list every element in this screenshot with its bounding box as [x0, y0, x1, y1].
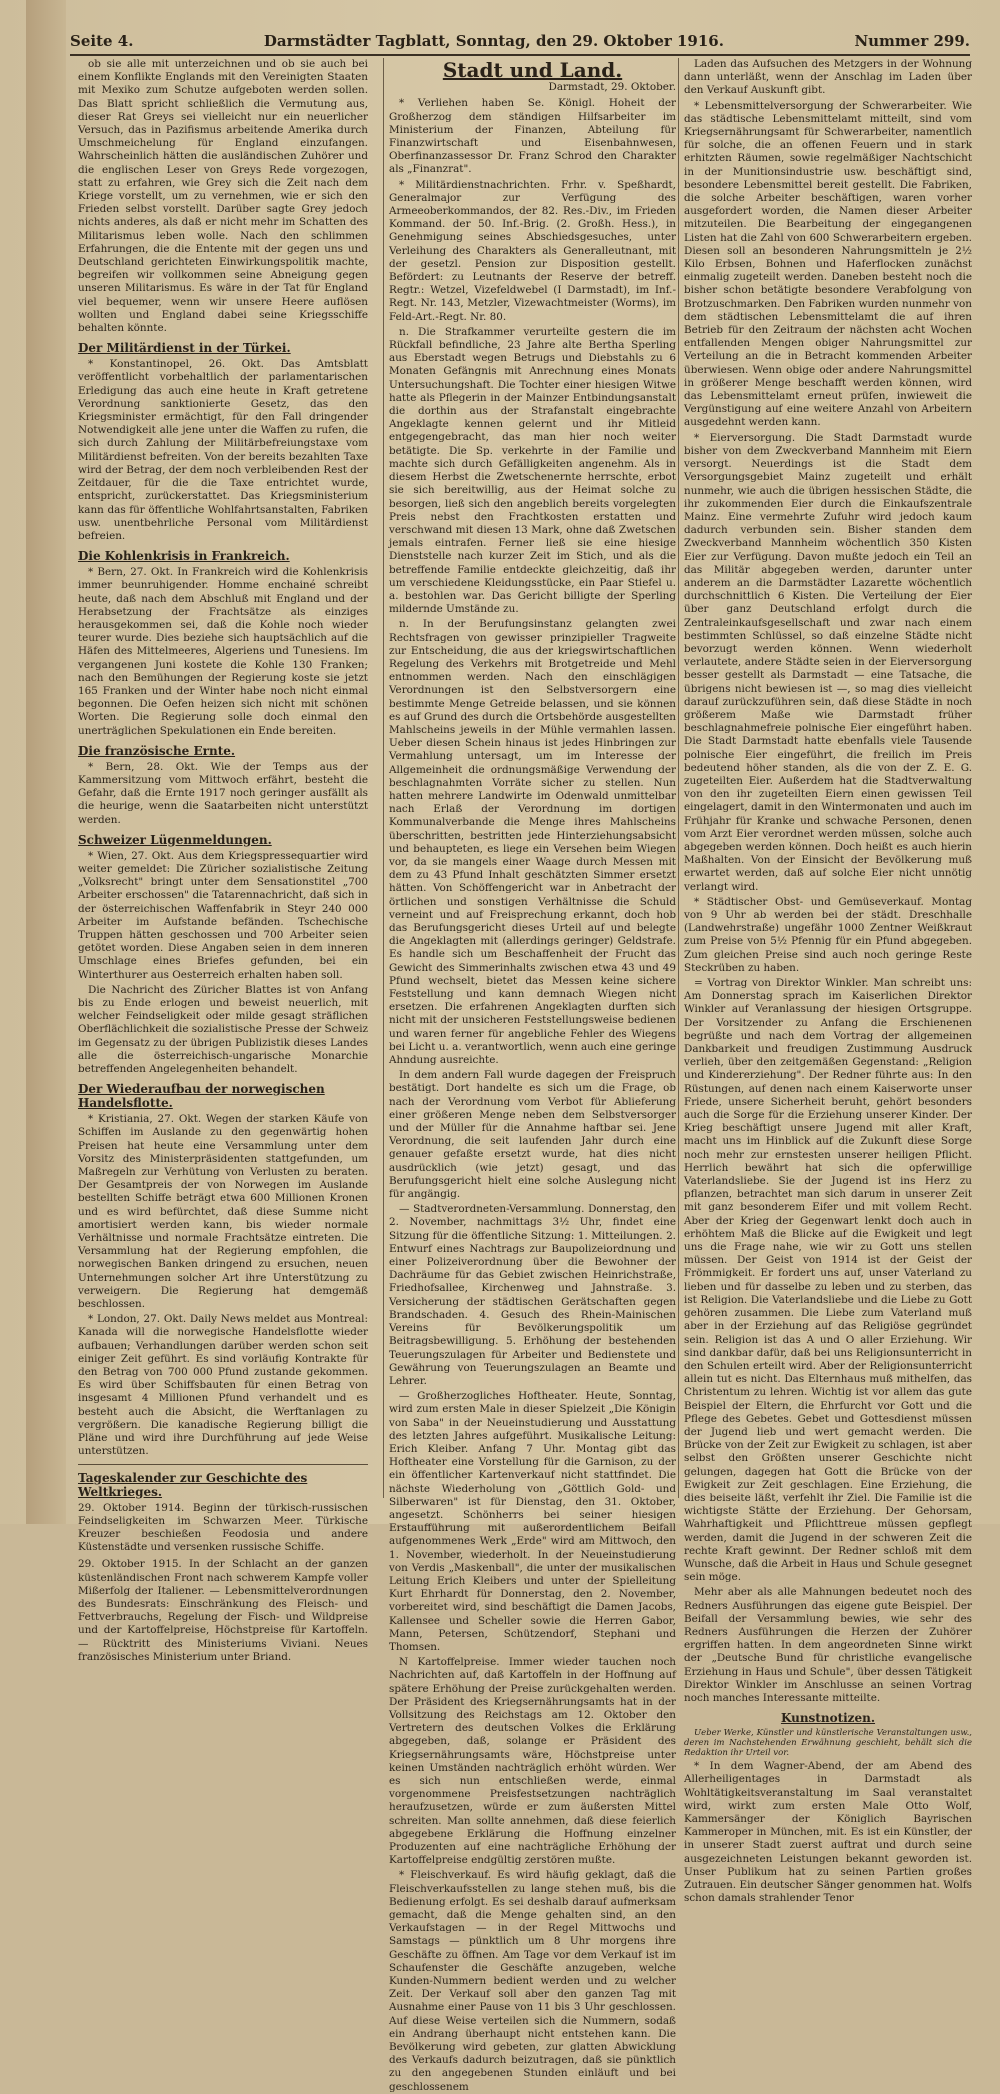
article-paragraph: * Militärdienstnachrichten. Frhr. v. Speßhardt, Generalmajor zur Verfügung des Armeeoberkommandos, der 82. Res.-Div., im Frieden Kommand. der 50. Inf.-Brig. (2. Großh. Hess.), in Genehmigung seines Abschiedsgesuches, unter Verleihung des Charakters als Generalleutnant, mit der gesetzl. Pension zur Disposition gestellt. Befördert: zu Leutnants der Reserve der betreff. Regtr.: Wetzel, Vizefeldwebel (I Darmstadt), im Inf.-Regt. Nr. 143, Metzler, Vizewachtmeister (Worms), im Feld-Art.-Regt. Nr. 80.: [389, 178, 676, 323]
article-headline: Der Wiederaufbau der norwegischen Handelsflotte.: [78, 1082, 325, 1111]
article-paragraph: * In dem Wagner-Abend, der am Abend des Allerheiligentages in Darmstadt als Wohltätigkeitsveranstaltung im Saal veranstaltet wird, wirkt zum ersten Male Otto Wolf, Kammersänger der Königlich Bayrischen Kammeroper in München, mit. Es ist ein Künstler, der in unserer Stadt zuerst auftrat und durch seine ausgezeichneten Leistungen bekannt geworden ist. Unser Publikum hat zu seinen Partien großes Zutrauen. Ein deutscher Sänger genommen hat. Wolfs schon damals strahlender Tenor: [684, 1760, 972, 1905]
article-paragraph: In dem andern Fall wurde dagegen der Freispruch bestätigt. Dort handelte es sich um die Frage, ob nach der Verordnung vom Verbot für Ablieferung einer größeren Menge neben dem Selbstversorger und der Müller für die Annahme haftbar sei. Jene Verordnung, die seit laufenden Jahr durch eine genauer gefaßte ersetzt wurde, hat dies nicht ausdrücklich (wie jetzt) gesagt, und das Berufungsgericht hielt eine solche Auslegung nicht für angängig.: [389, 1069, 676, 1201]
article-paragraph: * Städtischer Obst- und Gemüseverkauf. Montag von 9 Uhr ab werden bei der städt. Dreschhalle (Landwehrstraße) ungefähr 1000 Zentner Weißkraut zum Preise von 5½ Pfennig für ein Pfund abgegeben. Zum gleichen Preise sind auch noch geringe Reste Steckrüben zu haben.: [684, 895, 972, 974]
article-paragraph: * Lebensmittelversorgung der Schwerarbeiter. Wie das städtische Lebensmittelamt mitteilt, sind vom Kriegsernährungsamt für Schwerarbeiter, namentlich für solche, die an offenen Feuern und in stark erhitzten Räumen, sowie regelmäßiger Nachtschicht in der Munitionsindustrie usw. beschäftigt sind, besondere Lebensmittel bereit gestellt. Die Fabriken, die solche Arbeiter beschäftigen, waren vorher ausgefordert worden, die Namen dieser Arbeiter mitzuteilen. Die Bearbeitung der eingegangenen Listen hat die Zahl von 600 Schwerarbeitern ergeben. Diesen soll an besonderen Nahrungsmitteln je 2½ Kilo Erbsen, Bohnen und Haferflocken zunächst einmalig zugeteilt werden. Daneben besteht noch die bisher schon betätigte besondere Verabfolgung von Brotzuschmarken. Den Fabriken wurden nunmehr von dem städtischen Lebensmittelamt die auf ihren Betrieb für den Zeitraum der nächsten acht Wochen entfallenden Mengen obiger Nahrungsmittel zur Verteilung an die in Betracht kommenden Arbeiter überwiesen. Wenn obige oder andere Nahrungsmittel in größerer Menge beschafft werden können, wird das Lebensmittelamt erneut prüfen, inwieweit die Vergünstigung auf eine weitere Anzahl von Arbeitern ausgedehnt werden kann.: [684, 99, 972, 429]
article-paragraph: = Vortrag von Direktor Winkler. Man schreibt uns: Am Donnerstag sprach im Kaiserlichen Direktor Winkler auf Veranlassung der hiesigen Ortsgruppe. Der Vorsitzender zu Anfang die Erschienenen begrüßte und nach dem Vortrag der allgemeinen Dankbarkeit und freudigen Zustimmung Ausdruck verlieh, über den zeitgemäßen Gegenstand: „Religion und Kindererziehung". Der Redner führte aus: In den Rüstungen, auf denen nach einem Kaiserworte unser Friede, unsere Sicherheit beruht, gehört besonders auch die Sorge für die Erziehung unserer Kinder. Der Krieg beschäftigt unsere Jugend mit aller Kraft, macht uns im Hinblick auf die Zukunft diese Sorge noch mehr zur ernstesten unserer heiligen Pflicht. Herrlich bewährt hat sich die opferwillige Vaterlandsliebe. Sie der Jugend ist ins Herz zu pflanzen, betrachtet man sich darum in unserer Zeit mit ganz besonderem Eifer und mit vollem Recht. Aber der Krieg der Gegenwart lenkt doch auch in erhöhtem Maß die Blicke auf die Ewigkeit und legt uns die Frage nahe, wie wir zu Gott uns stellen müssen. Der Geist von 1914 ist der Geist der Frömmigkeit. Er fordert uns auf, unser Vaterland zu lieben und für dasselbe zu leben und zu sterben, das ist Religion. Die Vaterlandsliebe und die Liebe zu Gott gehören zusammen. Die Liebe zum Vaterland muß aber in der Erziehung auf das Religiöse gegründet sein. Religion ist das A und O aller Erziehung. Wir sind dankbar dafür, daß bei uns Religionsunterricht in den Schulen erteilt wird. Aber der Religionsunterricht allein tut es nicht. Das Elternhaus muß mithelfen, das Christentum zu lehren. Wichtig ist vor allem das gute Beispiel der Eltern, die Ehrfurcht vor Gott und die Pflege des Gebetes. Gebet und Gottesdienst müssen der Jugend lieb und wert gemacht werden. Die Brücke von der Zeit zur Ewigkeit zu schlagen, ist aber selbst den Größten unserer Geschichte nicht gelungen, dagegen hat Gott die Brücke von der Ewigkeit zur Zeit geschlagen. Eine Erziehung, die dies beiseite läßt, verfehlt ihr Ziel. Die Familie ist die wichtigste Stätte der Erziehung. Der Gehorsam, Wahrhaftigkeit und Pflichttreue müssen gepflegt werden, damit die Jugend in der schweren Zeit die rechte Kraft gewinnt. Der Redner schloß mit dem Wunsche, daß die Arbeit in Haus und Schule gesegnet sein möge.: [684, 977, 972, 1584]
masthead-line: Darmstädter Tagblatt, Sonntag, den 29. Oktober 1916.: [263, 32, 724, 50]
page-number: Seite 4.: [70, 32, 134, 50]
calendar-entry: 29. Oktober 1914. Beginn der türkisch-russischen Feindseligkeiten im Schwarzen Meer. Türkische Kreuzer beschießen Feodosia und andere Küstenstädte und versenken russische Schiffe.: [78, 1501, 368, 1554]
article-paragraph: — Großherzogliches Hoftheater. Heute, Sonntag, wird zum ersten Male in dieser Spielzeit „Die Königin von Saba" in der Neueinstudierung und Ausstattung des letzten Jahres aufgeführt. Musikalische Leitung: Erich Kleiber. Anfang 7 Uhr. Montag gibt das Hoftheater eine Vorstellung für die Garnison, zu der ein öffentlicher Kartenverkauf nicht stattfindet. Die nächste Wiederholung von „Göttlich Gold- und Silberwaren" ist für Dienstag, den 31. Oktober, angesetzt. Schönherrs bei seiner hiesigen Erstaufführung mit außerordentlichem Beifall aufgenommenes Werk „Erde" wird am Mittwoch, den 1. November, wiederholt. In der Neueinstudierung von Verdis „Maskenball", die unter der musikalischen Leitung Erich Kleibers und unter der Spielleitung Kurt Ehrhardt für Donnerstag, den 2. November, vorbereitet wird, sind beschäftigt die Damen Jacobs, Kallensee und Scheller sowie die Herren Gabor, Mann, Petersen, Schützendorf, Stephani und Thomsen.: [389, 1390, 676, 1653]
editorial-note: Ueber Werke, Künstler und künstlerische Veranstaltungen usw., deren im Nachstehenden Erwähnung geschieht, behält sich die Redaktion ihr Urteil vor.: [684, 1728, 972, 1759]
article-headline: Die Kohlenkrisis in Frankreich.: [78, 549, 290, 564]
article-paragraph: n. In der Berufungsinstanz gelangten zwei Rechtsfragen von gewisser prinzipieller Tragweite zur Entscheidung, die aus der kriegswirtschaftlichen Regelung des Verkehrs mit Brotgetreide und Mehl entnommen werden. Nach den einschlägigen Verordnungen ist den Selbstversorgern eine bestimmte Menge Getreide belassen, und sie können es auf Grund des durch die Ortsbehörde ausgestellten Mahlscheins jeweils in der Mühle vermahlen lassen. Ueber diesen Schein hinaus ist jedes Hinbringen zur Vermahlung untersagt, um im Interesse der Allgemeinheit die ordnungsmäßige Verwendung der beschlagnahmten Vorräte sicher zu stellen. Nun hatten mehrere Landwirte im Odenwald unmittelbar nach Erlaß der Verordnung im dortigen Kommunalverbande die Menge ihres Mahlscheins überschritten, bestritten jede Hinterziehungsabsicht und behaupteten, es liege ein Versehen beim Wiegen vor, da sie mangels einer Waage durch Messen mit dem zu 43 Pfund Inhalt geschätzten Simmer ersetzt hätten. Von Schöffengericht war in Anbetracht der örtlichen und sonstigen Verhältnisse die Schuld verneint und auf Freisprechung erkannt, doch hob das Berufungsgericht dieses Urteil auf und belegte die Angeklagten mit (allerdings geringer) Geldstrafe. Es handle sich um Beschaffenheit der Frucht das Gewicht des Simmerinhalts zwischen etwa 43 und 49 Pfund wechselt, bietet das Messen keine sichere Feststellung und kann demnach Wiegen nicht ersetzen. Die erfahrenen Angeklagten durften sich nicht mit der unsicheren Feststellungsweise bedienen und waren ferner für angebliche Fehler des Wiegens bei Licht u. a. verantwortlich, wenn auch eine geringe Ahndung ausreichte.: [389, 618, 676, 1067]
article-paragraph: * Bern, 27. Okt. In Frankreich wird die Kohlenkrisis immer beunruhigender. Homme enchainé schreibt heute, daß nach dem Abschluß mit England und der Herabsetzung der Frachtsätze als einziges herausgekommen sei, daß die Kohle noch wieder teurer wurde. Dies beziehe sich hauptsächlich auf die Häfen des Mittelmeeres, Algeriens und Tunesiens. Im vergangenen Juni kostete die Kohle 130 Franken; nach den Bemühungen der Regierung koste sie jetzt 165 Franken und der Winter habe noch nicht einmal begonnen. Die Oefen heizen sich nicht mit schönen Worten. Die Regierung solle doch einmal den unerträglichen Spekulationen ein Ende bereiten.: [78, 566, 368, 737]
article-paragraph: Die Nachricht des Züricher Blattes ist von Anfang bis zu Ende erlogen und beweist neuerlich, mit welcher Feindseligkeit oder milde gesagt sträflichen Oberflächlichkeit die sozialistische Presse der Schweiz im Gegensatz zu der übrigen Publizistik dieses Landes alle die österreichisch-ungarische Monarchie betreffenden Angelegenheiten behandelt.: [78, 983, 368, 1076]
column-left: [78, 58, 368, 1663]
article-paragraph: ob sie alle mit unterzeichnen und ob sie auch bei einem Konflikte Englands mit den Vereinigten Staaten mit Mexiko zum Schutze aufgeboten werden sollen. Das Blatt spricht schließlich die Vermutung aus, dieser Rat Greys sei vielleicht nur ein neuerlicher Versuch, das in Pazifismus arbeitende Amerika durch Umschmeichelung für England einzufangen. Wahrscheinlich hätten die ausländischen Zuhörer und die englischen Leser von Greys Rede vorgezogen, statt zu erfahren, wie Grey sich die Zeit nach dem Kriege vorstellt, um zu vernehmen, wie er sich den Frieden selbst vorstellt. Darüber sagte Grey jedoch nichts anderes, als daß er nicht mehr im Schatten des Militarismus leben wolle. Nach den schlimmen Erfahrungen, die die Entente mit der gegen uns und Deutschland gerichteten Einwirkungspolitik machte, begreifen wir vollkommen seine Abneigung gegen unseren Militarismus. Es wäre in der Tat für England viel bequemer, wenn wir unsere Heere auflösen wollten und England dabei seine Kriegsschiffe behalten könnte.: [78, 58, 368, 335]
article-paragraph: Mehr aber als alle Mahnungen bedeutet noch des Redners Ausführungen das eigene gute Beispiel. Der Beifall der Versammlung bewies, wie sehr des Redners Ausführungen die Herzen der Zuhörer ergriffen hatten. In dem angeordneten Sinne wirkt der „Deutsche Bund für christliche evangelische Erziehung in Haus und Schule", über dessen Tätigkeit Direktor Winkler im Anschlusse an seinen Vortrag noch manches Interessante mitteilte.: [684, 1586, 972, 1704]
column-middle: [383, 58, 676, 2093]
article-headline: Der Militärdienst in der Türkei.: [78, 341, 291, 356]
article-paragraph: * Kristiania, 27. Okt. Wegen der starken Käufe von Schiffen im Auslande zu den gegenwärtig hohen Preisen hat heute eine Versammlung unter dem Vorsitz des Ministerpräsidenten stattgefunden, um Maßregeln zur Verhütung von Verlusten zu beraten. Der Gesamtpreis der von Norwegen im Auslande bestellten Schiffe beträgt etwa 600 Millionen Kronen und es wird befürchtet, daß diese Summe nicht amortisiert werden kann, bis wieder normale Verhältnisse und normale Frachtsätze eintreten. Die Versammlung hat der Regierung empfohlen, die norwegischen Banken dringend zu ersuchen, neuen Unternehmungen solcher Art ihre Unterstützung zu verweigern. Die Regierung hat demgemäß beschlossen.: [78, 1113, 368, 1311]
issue-number: Nummer 299.: [854, 32, 970, 50]
article-paragraph: Laden das Aufsuchen des Metzgers in der Wohnung dann unterläßt, wenn der Anschlag im Laden über den Verkauf Auskunft gibt.: [684, 58, 972, 97]
article-paragraph: * Fleischverkauf. Es wird häufig geklagt, daß die Fleischverkaufsstellen zu lange stehen muß, bis die Bedienung erfolgt. Es sei deshalb darauf aufmerksam gemacht, daß die Menge gehalten sind, an den Verkaufstagen — in der Regel Mittwochs und Samstags — pünktlich um 8 Uhr morgens ihre Geschäfte zu öffnen. Am Tage vor dem Verkauf ist im Schaufenster die Geschäfte anzugeben, welche Kunden-Nummern bedient werden und zu welcher Zeit. Der Verkauf soll aber den ganzen Tag mit Ausnahme einer Pause von 11 bis 3 Uhr geschlossen. Auf diese Weise verteilen sich die Nummern, sodaß ein Andrang überhaupt nicht entstehen kann. Die Bevölkerung wird gebeten, zur glatten Abwicklung des Verkaufs dadurch beizutragen, daß sie pünktlich zu den angegebenen Stunden einläuft und bei geschlossenem: [389, 1869, 676, 2093]
calendar-entry: 29. Oktober 1915. In der Schlacht an der ganzen küstenländischen Front nach schwerem Kampfe voller Mißerfolg der Italiener. — Lebensmittelverordnungen des Bundesrats: Einschränkung des Fleisch- und Fettverbrauchs, Regelung der Fisch- und Wildpreise und der Kartoffelpreise, Höchstpreise für Kartoffeln. — Rücktritt des Ministeriums Viviani. Neues französisches Ministerium unter Briand.: [78, 1558, 368, 1663]
article-paragraph: * Wien, 27. Okt. Aus dem Kriegspressequartier wird weiter gemeldet: Die Züricher sozialistische Zeitung „Volksrecht" bringt unter dem Sensationstitel „700 Arbeiter erschossen" die Tatarennachricht, daß sich in der österreichischen Waffenfabrik in Steyr 240 000 Arbeiter im Aufstande befänden. Tschechische Truppen hätten geschossen und 700 Arbeiter seien getötet worden. Diese Angaben seien in dem inneren Umschlage eines Briefes gefunden, bei ein Winterthurer aus Oesterreich erhalten haben soll.: [78, 849, 368, 981]
article-paragraph: n. Die Strafkammer verurteilte gestern die im Rückfall befindliche, 23 Jahre alte Bertha Sperling aus Eberstadt wegen Betrugs und Diebstahls zu 6 Monaten Gefängnis mit Anrechnung eines Monats Untersuchungshaft. Die Tochter einer hiesigen Witwe hatte als Pflegerin in der Mainzer Entbindungsanstalt die dorthin aus der Strafanstalt eingebrachte Angeklagte kennen gelernt und ihr Mitleid entgegengebracht, das man hier noch weiter betätigte. Die Sp. verkehrte in der Familie und machte sich durch Gefälligkeiten angenehm. Als in diesem Herbst die Zwetschenernte herrschte, erbot sie sich bereitwillig, aus der Heimat solche zu besorgen, ließ sich den angeblich bereits vorgelegten Preis nebst den Frachtkosten erstatten und verschwand mit diesen 13 Mark, ohne daß Zwetschen jemals eintrafen. Ferner ließ sie eine hiesige Dienststelle nach kurzer Zeit im Stich, und als die betreffende Familie entdeckte gleichzeitig, daß ihr um verschiedene Kleidungsstücke, ein Paar Stiefel u. a. bestohlen war. Das Gericht billigte der Sperling mildernde Umstände zu.: [389, 325, 676, 616]
article-paragraph: * Bern, 28. Okt. Wie der Temps aus der Kammersitzung vom Mittwoch erfährt, besteht die Gefahr, daß die Ernte 1917 noch geringer ausfällt als die heurige, wenn die Saatarbeiten nicht unterstützt werden.: [78, 760, 368, 826]
section-heading: Stadt und Land.: [442, 58, 623, 82]
article-paragraph: * Konstantinopel, 26. Okt. Das Amtsblatt veröffentlicht vorbehaltlich der parlamentarischen Erledigung das auch eine heute in Kraft getretene Verordnung sanktionierte Gesetz, das den Kriegsminister ermächtigt, für den Fall dringender Notwendigkeit alle jene unter die Waffen zu rufen, die sich durch Zahlung der Militärbefreiungstaxe vom Militärdienst befreiten. Von der bereits bezahlten Taxe wird der Betrag, der dem noch verbleibenden Rest der Zeitdauer, für die die Taxe entrichtet wurde, entspricht, zurückerstattet. Das Kriegsministerium kann das für öffentliche Wohlfahrtsanstalten, Fabriken usw. unentbehrliche Personal vom Militärdienst befreien.: [78, 358, 368, 542]
section-heading: Kunstnotizen.: [780, 1711, 876, 1726]
divider: [78, 1464, 368, 1465]
page-header: [70, 28, 970, 56]
article-paragraph: * Eierversorgung. Die Stadt Darmstadt wurde bisher von dem Zweckverband Mannheim mit Eiern versorgt. Neuerdings ist die Stadt dem Versorgungsgebiet Mainz zugeteilt und erhält nunmehr, wie auch die übrigen hessischen Städte, die ihr zukommenden Eier durch die Einkaufszentrale Mainz. Eine vermehrte Zufuhr wird jedoch kaum dadurch verbunden sein. Bisher standen dem Zweckverband Mannheim wöchentlich 350 Kisten Eier zur Verfügung. Davon mußte jedoch ein Teil an das Militär abgegeben werden, darunter unter anderem an die Darmstädter Lazarette wöchentlich durchschnittlich 6 Kisten. Die Verteilung der Eier über ganz Deutschland erfolgt durch die Zentraleinkaufsgesellschaft und zwar nach einem bestimmten Schlüssel, so daß einzelne Städte nicht bevorzugt werden können. Wenn wiederholt verlautete, andere Städte seien in der Eierversorgung besser gestellt als Darmstadt — eine Tatsache, die übrigens nicht bewiesen ist —, so mag dies vielleicht darauf zurückzuführen sein, daß diese Städte in noch größerem Maße wie Darmstadt früher beschlagnahmefreie polnische Eier eingeführt haben. Die Stadt Darmstadt hatte ebenfalls viele Tausende polnische Eier eingeführt, die freilich im Preis bedeutend höher standen, als die von der Z. E. G. zugeteilten Eier. Außerdem hat die Stadtverwaltung von den ihr zugeteilten Eiern einen gewissen Teil eingelagert, damit in den Wintermonaten und auch im Frühjahr für Kranke und schwache Personen, denen vom Arzt Eier verordnet werden müssen, solche auch abgegeben werden können. Doch heißt es auch hierin Maßhalten. Von der Einsicht der Bevölkerung muß erwartet werden, daß auf solche Eier nicht unnötig verlangt wird.: [684, 431, 972, 893]
article-headline: Tageskalender zur Geschichte des Weltkrieges.: [78, 1470, 308, 1499]
article-paragraph: * London, 27. Okt. Daily News meldet aus Montreal: Kanada will die norwegische Handelsflotte wieder aufbauen; Verhandlungen darüber werden schon seit einiger Zeit geführt. Es sind vorläufig Kontrakte für den Betrag von 700 000 Pfund zustande gekommen. Es wird über Schiffsbauten für einen Betrag von insgesamt 4 Millionen Pfund verhandelt und es besteht auch die Absicht, die Werftanlagen zu vergrößern. Die kanadische Regierung billigt die Pläne und wird ihre Durchführung auf jede Weise unterstützen.: [78, 1313, 368, 1458]
article-paragraph: * Verliehen haben Se. Königl. Hoheit der Großherzog dem ständigen Hilfsarbeiter im Ministerium der Finanzen, Abteilung für Finanzwirtschaft und Eisenbahnwesen, Oberfinanzassessor Dr. Franz Schrod den Charakter als „Finanzrat".: [389, 97, 676, 176]
article-paragraph: — Stadtverordneten-Versammlung. Donnerstag, den 2. November, nachmittags 3½ Uhr, findet eine Sitzung für die öffentliche Sitzung: 1. Mitteilungen. 2. Entwurf eines Nachtrags zur Baupolizeiordnung und einer Polizeiverordnung über die Bewohner der Dachräume für das Gebiet zwischen Heinrichstraße, Friedhofsallee, Kirchenweg und Jahnstraße. 3. Versicherung der städtischen Gerätschaften gegen Brandschaden. 4. Gesuch des Rhein-Mainischen Vereins für Bevölkerungspolitik um Beitragsbewilligung. 5. Erhöhung der bestehenden Teuerungszulagen für Arbeiter und Bedienstete und Gewährung von Teuerungszulagen an Beamte und Lehrer.: [389, 1203, 676, 1387]
column-right: [678, 58, 972, 1905]
article-headline: Schweizer Lügenmeldungen.: [78, 832, 272, 847]
page-fold-shadow: [26, 0, 66, 1524]
article-paragraph: N Kartoffelpreise. Immer wieder tauchen noch Nachrichten auf, daß Kartoffeln in der Hoffnung auf spätere Erhöhung der Preise zurückgehalten werden. Der Präsident des Kriegsernährungsamts hat in der Vollsitzung des Reichstags am 12. Oktober den Vertretern des deutschen Volkes die Erklärung abgegeben, daß, solange er Präsident des Kriegsernährungsamts wäre, Höchstpreise unter keinen Umständen nachträglich erhöht würden. Wer es sich nun entschließen werde, einmal vorgenommene Preisfestsetzungen nachträglich heraufzusetzen, würde er zum äußersten Mittel schreiten. Man sollte annehmen, daß diese feierlich abgegebene Erklärung die Hoffnung einzelner Produzenten auf eine nachträgliche Erhöhung der Kartoffelpreise endgültig zerstören mußte.: [389, 1656, 676, 1867]
dateline: Darmstadt, 29. Oktober.: [548, 81, 676, 94]
article-headline: Die französische Ernte.: [78, 743, 236, 758]
